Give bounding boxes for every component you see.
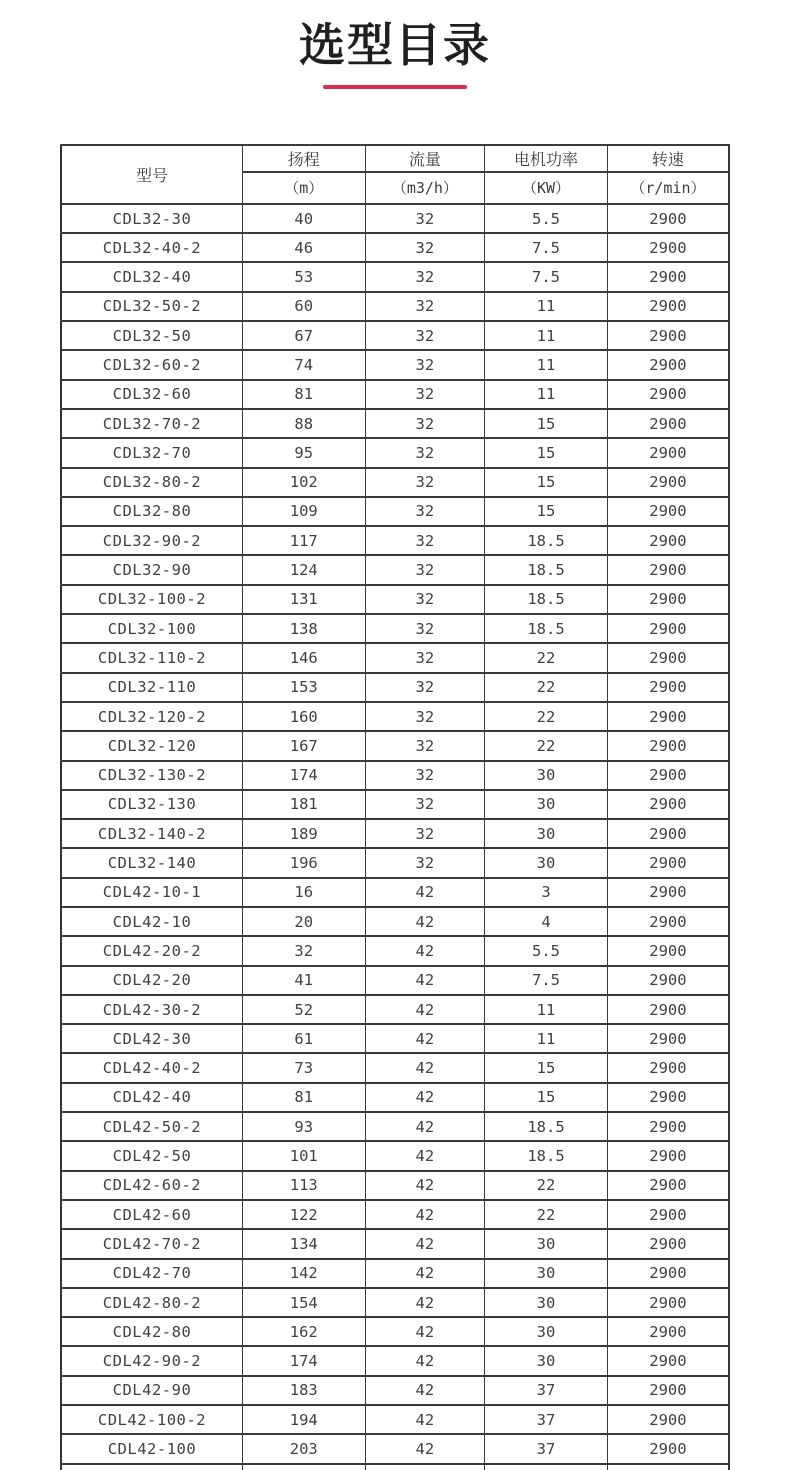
cell-power: 30 xyxy=(485,819,608,848)
table-row xyxy=(61,673,729,702)
cell-flow: 42 xyxy=(365,1112,485,1141)
cell-head: 196 xyxy=(242,848,365,877)
cell-model: CDL32-30 xyxy=(61,204,242,233)
cell-speed: 2900 xyxy=(607,643,729,672)
cell-power: 30 xyxy=(485,1229,608,1258)
cell-speed: 2900 xyxy=(607,936,729,965)
header-power: 电机功率 xyxy=(485,145,608,172)
cell-head: 95 xyxy=(242,438,365,467)
cell-speed: 2900 xyxy=(607,1346,729,1375)
cell-power: 18.5 xyxy=(485,555,608,584)
cell-flow: 32 xyxy=(365,585,485,614)
table-row xyxy=(61,1288,729,1317)
cell-flow xyxy=(365,1464,485,1470)
cell-head: 67 xyxy=(242,321,365,350)
cell-power: 22 xyxy=(485,673,608,702)
cell-flow: 32 xyxy=(365,819,485,848)
cell-power: 4 xyxy=(485,907,608,936)
cell-head: 101 xyxy=(242,1141,365,1170)
cell-speed: 2900 xyxy=(607,1259,729,1288)
cell-flow: 32 xyxy=(365,643,485,672)
cell-model: CDL42-90-2 xyxy=(61,1346,242,1375)
cell-model: CDL32-60 xyxy=(61,380,242,409)
table-row xyxy=(61,292,729,321)
cell-speed: 2900 xyxy=(607,1053,729,1082)
cell-power: 30 xyxy=(485,848,608,877)
cell-flow: 32 xyxy=(365,497,485,526)
cell-speed: 2900 xyxy=(607,1112,729,1141)
table-row xyxy=(61,1259,729,1288)
cell-head: 146 xyxy=(242,643,365,672)
cell-head: 203 xyxy=(242,1434,365,1463)
header-flow-unit: （m3/h） xyxy=(365,172,485,204)
cell-speed: 2900 xyxy=(607,702,729,731)
cell-head: 102 xyxy=(242,468,365,497)
cell-power: 15 xyxy=(485,1053,608,1082)
cell-head: 189 xyxy=(242,819,365,848)
cell-head: 93 xyxy=(242,1112,365,1141)
table-row xyxy=(61,643,729,672)
table-row xyxy=(61,555,729,584)
cell-model: CDL32-50 xyxy=(61,321,242,350)
cell-model: CDL32-80 xyxy=(61,497,242,526)
cell-head: 52 xyxy=(242,995,365,1024)
cell-model: CDL42-10 xyxy=(61,907,242,936)
cell-head: 153 xyxy=(242,673,365,702)
cell-head: 183 xyxy=(242,1376,365,1405)
table-row-partial xyxy=(61,1464,729,1470)
cell-speed: 2900 xyxy=(607,966,729,995)
cell-flow: 32 xyxy=(365,233,485,262)
cell-model: CDL42-90 xyxy=(61,1376,242,1405)
cell-speed: 2900 xyxy=(607,790,729,819)
cell-speed: 2900 xyxy=(607,1024,729,1053)
cell-head: 60 xyxy=(242,292,365,321)
cell-speed: 2900 xyxy=(607,468,729,497)
cell-flow: 42 xyxy=(365,1200,485,1229)
cell-flow: 32 xyxy=(365,761,485,790)
cell-head: 16 xyxy=(242,878,365,907)
cell-speed: 2900 xyxy=(607,995,729,1024)
cell-speed: 2900 xyxy=(607,497,729,526)
cell-power: 18.5 xyxy=(485,526,608,555)
cell-power: 11 xyxy=(485,350,608,379)
cell-speed: 2900 xyxy=(607,1434,729,1463)
cell-head: 109 xyxy=(242,497,365,526)
cell-model: CDL42-80 xyxy=(61,1317,242,1346)
cell-power: 18.5 xyxy=(485,585,608,614)
cell-head: 61 xyxy=(242,1024,365,1053)
cell-speed: 2900 xyxy=(607,262,729,291)
cell-head: 181 xyxy=(242,790,365,819)
table-row xyxy=(61,1053,729,1082)
table-row xyxy=(61,1376,729,1405)
table-row xyxy=(61,585,729,614)
cell-model: CDL32-120 xyxy=(61,731,242,760)
table-row xyxy=(61,848,729,877)
cell-power: 30 xyxy=(485,1259,608,1288)
cell-power: 22 xyxy=(485,643,608,672)
cell-power: 18.5 xyxy=(485,1112,608,1141)
table-row xyxy=(61,1434,729,1463)
cell-power: 11 xyxy=(485,995,608,1024)
cell-model: CDL32-140-2 xyxy=(61,819,242,848)
cell-power: 11 xyxy=(485,321,608,350)
cell-flow: 42 xyxy=(365,966,485,995)
cell-flow: 42 xyxy=(365,1434,485,1463)
cell-speed: 2900 xyxy=(607,292,729,321)
cell-flow: 32 xyxy=(365,380,485,409)
cell-power: 30 xyxy=(485,1288,608,1317)
cell-power: 30 xyxy=(485,761,608,790)
cell-flow: 32 xyxy=(365,555,485,584)
cell-model: CDL42-10-1 xyxy=(61,878,242,907)
cell-speed: 2900 xyxy=(607,731,729,760)
cell-flow: 42 xyxy=(365,878,485,907)
cell-head: 131 xyxy=(242,585,365,614)
cell-model: CDL42-60-2 xyxy=(61,1171,242,1200)
cell-speed: 2900 xyxy=(607,350,729,379)
table-row xyxy=(61,614,729,643)
cell-power: 5.5 xyxy=(485,936,608,965)
table-row xyxy=(61,262,729,291)
cell-head: 117 xyxy=(242,526,365,555)
table-row xyxy=(61,1229,729,1258)
table-row xyxy=(61,819,729,848)
cell-head: 73 xyxy=(242,1053,365,1082)
cell-model: CDL42-20-2 xyxy=(61,936,242,965)
cell-model: CDL32-130 xyxy=(61,790,242,819)
table-row xyxy=(61,790,729,819)
cell-speed: 2900 xyxy=(607,1141,729,1170)
cell-power: 30 xyxy=(485,1346,608,1375)
header-model: 型号 xyxy=(61,145,242,204)
cell-speed: 2900 xyxy=(607,438,729,467)
cell-power: 37 xyxy=(485,1405,608,1434)
cell-head: 32 xyxy=(242,936,365,965)
cell-flow: 32 xyxy=(365,614,485,643)
cell-head: 138 xyxy=(242,614,365,643)
cell-model: CDL32-40-2 xyxy=(61,233,242,262)
cell-model: CDL42-40-2 xyxy=(61,1053,242,1082)
cell-speed: 2900 xyxy=(607,1376,729,1405)
header-head-unit: （m） xyxy=(242,172,365,204)
cell-model: CDL42-50-2 xyxy=(61,1112,242,1141)
cell-model: CDL32-80-2 xyxy=(61,468,242,497)
cell-power: 5.5 xyxy=(485,204,608,233)
cell-power: 30 xyxy=(485,1317,608,1346)
cell-head: 162 xyxy=(242,1317,365,1346)
cell-model: CDL42-80-2 xyxy=(61,1288,242,1317)
cell-flow: 32 xyxy=(365,468,485,497)
header-power-unit: （KW） xyxy=(485,172,608,204)
cell-power: 7.5 xyxy=(485,966,608,995)
table-row xyxy=(61,1024,729,1053)
cell-flow: 42 xyxy=(365,1346,485,1375)
cell-head: 160 xyxy=(242,702,365,731)
cell-flow: 42 xyxy=(365,1259,485,1288)
cell-speed: 2900 xyxy=(607,1171,729,1200)
table-row xyxy=(61,321,729,350)
cell-flow: 42 xyxy=(365,995,485,1024)
cell-flow: 42 xyxy=(365,1229,485,1258)
cell-power xyxy=(485,1464,608,1470)
cell-flow: 42 xyxy=(365,1024,485,1053)
cell-speed xyxy=(607,1464,729,1470)
cell-model: CDL32-40 xyxy=(61,262,242,291)
header-speed-unit: （r/min） xyxy=(607,172,729,204)
table-row xyxy=(61,350,729,379)
table-row xyxy=(61,1200,729,1229)
header-row-labels xyxy=(61,145,729,172)
cell-head: 142 xyxy=(242,1259,365,1288)
cell-flow: 32 xyxy=(365,204,485,233)
table-row xyxy=(61,438,729,467)
cell-speed: 2900 xyxy=(607,1200,729,1229)
cell-flow: 42 xyxy=(365,1317,485,1346)
cell-head: 40 xyxy=(242,204,365,233)
cell-model: CDL42-40 xyxy=(61,1083,242,1112)
cell-model: CDL32-110 xyxy=(61,673,242,702)
cell-speed: 2900 xyxy=(607,761,729,790)
cell-model: CDL32-90 xyxy=(61,555,242,584)
cell-head: 81 xyxy=(242,1083,365,1112)
header-speed: 转速 xyxy=(607,145,729,172)
table-row xyxy=(61,1112,729,1141)
table-row xyxy=(61,233,729,262)
cell-power: 22 xyxy=(485,1200,608,1229)
cell-model: CDL42-100-2 xyxy=(61,1405,242,1434)
cell-head: 154 xyxy=(242,1288,365,1317)
table-row xyxy=(61,380,729,409)
table-row xyxy=(61,878,729,907)
cell-model: CDL32-90-2 xyxy=(61,526,242,555)
cell-head: 122 xyxy=(242,1200,365,1229)
page-title: 选型目录 xyxy=(299,18,491,72)
cell-model: CDL32-50-2 xyxy=(61,292,242,321)
cell-power: 7.5 xyxy=(485,233,608,262)
cell-head xyxy=(242,1464,365,1470)
cell-power: 22 xyxy=(485,702,608,731)
cell-model: CDL42-20 xyxy=(61,966,242,995)
cell-flow: 42 xyxy=(365,907,485,936)
table-row xyxy=(61,1346,729,1375)
cell-power: 7.5 xyxy=(485,262,608,291)
cell-power: 11 xyxy=(485,380,608,409)
cell-flow: 32 xyxy=(365,350,485,379)
cell-head: 20 xyxy=(242,907,365,936)
cell-head: 113 xyxy=(242,1171,365,1200)
cell-flow: 32 xyxy=(365,790,485,819)
cell-speed: 2900 xyxy=(607,204,729,233)
cell-power: 15 xyxy=(485,1083,608,1112)
cell-speed: 2900 xyxy=(607,380,729,409)
cell-model: CDL42-70 xyxy=(61,1259,242,1288)
cell-speed: 2900 xyxy=(607,848,729,877)
cell-speed: 2900 xyxy=(607,878,729,907)
cell-power: 18.5 xyxy=(485,614,608,643)
cell-model xyxy=(61,1464,242,1470)
cell-power: 11 xyxy=(485,1024,608,1053)
cell-speed: 2900 xyxy=(607,1229,729,1258)
cell-speed: 2900 xyxy=(607,1317,729,1346)
cell-model: CDL42-30 xyxy=(61,1024,242,1053)
table-row xyxy=(61,1141,729,1170)
table-row xyxy=(61,1171,729,1200)
cell-speed: 2900 xyxy=(607,819,729,848)
cell-head: 124 xyxy=(242,555,365,584)
cell-power: 11 xyxy=(485,292,608,321)
cell-speed: 2900 xyxy=(607,1083,729,1112)
cell-power: 15 xyxy=(485,468,608,497)
title-underline-bar xyxy=(323,85,467,89)
cell-flow: 32 xyxy=(365,673,485,702)
cell-model: CDL32-70-2 xyxy=(61,409,242,438)
cell-power: 30 xyxy=(485,790,608,819)
cell-flow: 32 xyxy=(365,262,485,291)
cell-speed: 2900 xyxy=(607,233,729,262)
cell-flow: 32 xyxy=(365,321,485,350)
cell-head: 81 xyxy=(242,380,365,409)
table-body xyxy=(61,204,729,1470)
table-row xyxy=(61,1317,729,1346)
table-row xyxy=(61,731,729,760)
cell-flow: 42 xyxy=(365,1083,485,1112)
cell-model: CDL32-120-2 xyxy=(61,702,242,731)
table-row xyxy=(61,966,729,995)
cell-model: CDL32-100 xyxy=(61,614,242,643)
cell-flow: 42 xyxy=(365,1171,485,1200)
cell-speed: 2900 xyxy=(607,321,729,350)
cell-head: 88 xyxy=(242,409,365,438)
cell-flow: 42 xyxy=(365,1053,485,1082)
cell-power: 22 xyxy=(485,1171,608,1200)
cell-speed: 2900 xyxy=(607,409,729,438)
cell-speed: 2900 xyxy=(607,1288,729,1317)
cell-head: 174 xyxy=(242,1346,365,1375)
cell-flow: 32 xyxy=(365,526,485,555)
cell-model: CDL42-100 xyxy=(61,1434,242,1463)
cell-head: 134 xyxy=(242,1229,365,1258)
cell-power: 15 xyxy=(485,409,608,438)
cell-model: CDL42-70-2 xyxy=(61,1229,242,1258)
table-row xyxy=(61,1083,729,1112)
cell-flow: 42 xyxy=(365,1376,485,1405)
cell-model: CDL32-100-2 xyxy=(61,585,242,614)
cell-model: CDL42-60 xyxy=(61,1200,242,1229)
cell-speed: 2900 xyxy=(607,526,729,555)
table-row xyxy=(61,995,729,1024)
cell-speed: 2900 xyxy=(607,907,729,936)
cell-head: 194 xyxy=(242,1405,365,1434)
cell-speed: 2900 xyxy=(607,555,729,584)
cell-power: 22 xyxy=(485,731,608,760)
table-row xyxy=(61,702,729,731)
cell-head: 174 xyxy=(242,761,365,790)
table-row xyxy=(61,761,729,790)
cell-speed: 2900 xyxy=(607,1405,729,1434)
cell-flow: 42 xyxy=(365,936,485,965)
cell-flow: 32 xyxy=(365,731,485,760)
cell-model: CDL32-140 xyxy=(61,848,242,877)
table-row xyxy=(61,936,729,965)
cell-flow: 32 xyxy=(365,702,485,731)
cell-model: CDL32-70 xyxy=(61,438,242,467)
cell-speed: 2900 xyxy=(607,673,729,702)
table-header xyxy=(61,145,729,204)
cell-flow: 32 xyxy=(365,409,485,438)
table-row xyxy=(61,497,729,526)
cell-head: 74 xyxy=(242,350,365,379)
cell-flow: 32 xyxy=(365,438,485,467)
cell-head: 53 xyxy=(242,262,365,291)
cell-power: 3 xyxy=(485,878,608,907)
table-row xyxy=(61,204,729,233)
cell-power: 37 xyxy=(485,1434,608,1463)
cell-model: CDL42-50 xyxy=(61,1141,242,1170)
table-row xyxy=(61,468,729,497)
cell-head: 167 xyxy=(242,731,365,760)
cell-flow: 42 xyxy=(365,1288,485,1317)
cell-power: 18.5 xyxy=(485,1141,608,1170)
cell-head: 46 xyxy=(242,233,365,262)
table-row xyxy=(61,409,729,438)
cell-flow: 42 xyxy=(365,1141,485,1170)
cell-speed: 2900 xyxy=(607,614,729,643)
cell-speed: 2900 xyxy=(607,585,729,614)
table-row xyxy=(61,907,729,936)
cell-model: CDL32-130-2 xyxy=(61,761,242,790)
cell-power: 15 xyxy=(485,438,608,467)
header-head: 扬程 xyxy=(242,145,365,172)
cell-flow: 42 xyxy=(365,1405,485,1434)
cell-power: 37 xyxy=(485,1376,608,1405)
cell-model: CDL42-30-2 xyxy=(61,995,242,1024)
table-row xyxy=(61,526,729,555)
cell-model: CDL32-110-2 xyxy=(61,643,242,672)
cell-power: 15 xyxy=(485,497,608,526)
cell-flow: 32 xyxy=(365,292,485,321)
table-row xyxy=(61,1405,729,1434)
pump-selection-table xyxy=(60,144,730,1470)
header-flow: 流量 xyxy=(365,145,485,172)
cell-model: CDL32-60-2 xyxy=(61,350,242,379)
cell-flow: 32 xyxy=(365,848,485,877)
cell-head: 41 xyxy=(242,966,365,995)
